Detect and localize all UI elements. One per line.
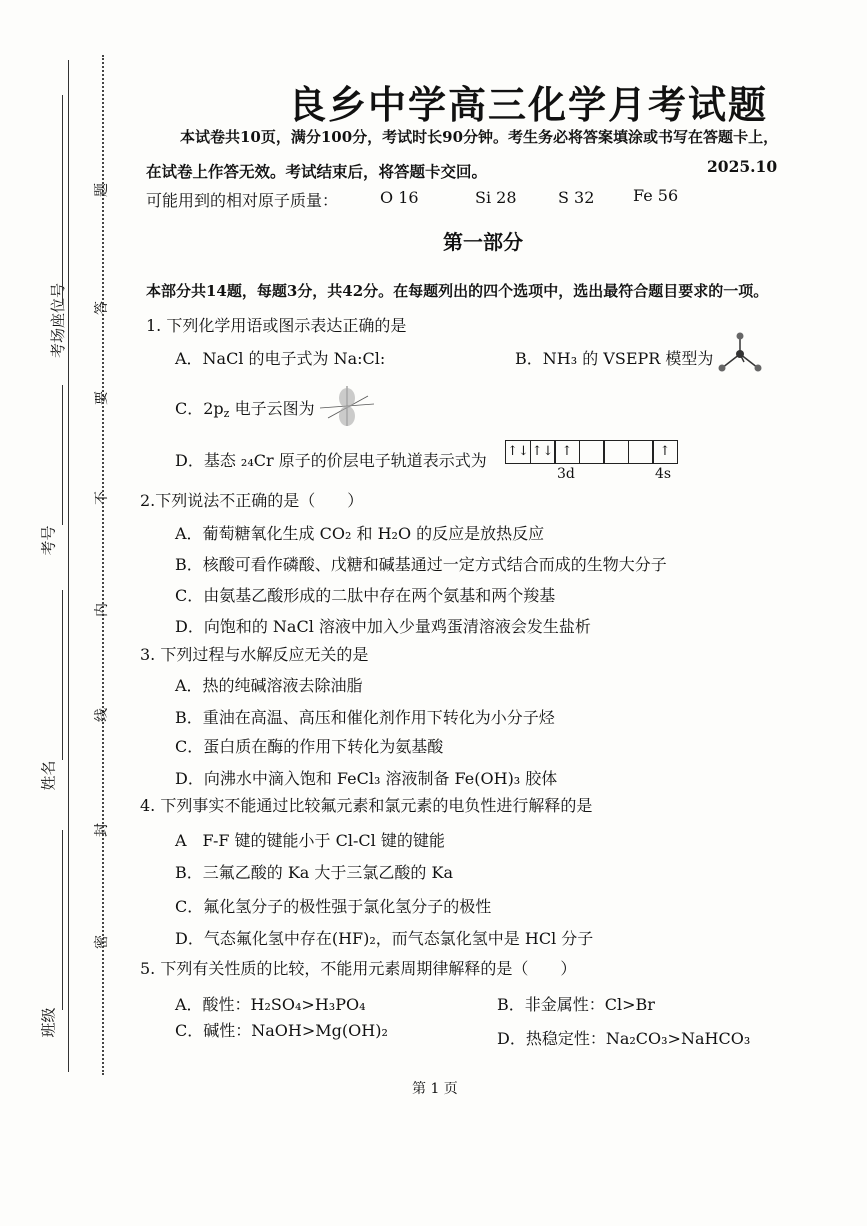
seal-char-feng: 封 (94, 823, 110, 837)
q2-stem: 2.下列说法不正确的是（ ） (140, 491, 364, 510)
orbital-box: ↑↓ (530, 440, 556, 464)
q3-stem: 3. 下列过程与水解反应无关的是 (140, 645, 369, 664)
name-underline (62, 590, 63, 760)
q2-option-d: D．向饱和的 NaCl 溶液中加入少量鸡蛋清溶液会发生盐析 (175, 617, 591, 636)
q1-option-c (175, 396, 315, 420)
section-instructions: 本部分共14题，每题3分，共42分。在每题列出的四个选项中，选出最符合题目要求的一项。 (146, 282, 769, 300)
side-label-name: 姓名 (39, 760, 58, 791)
exam-no-underline (62, 385, 63, 525)
electron-cloud-image (318, 384, 376, 428)
q5-option-a: A．酸性：H₂SO₄>H₃PO₄ (175, 995, 366, 1014)
q4-option-d: D．气态氟化氢中存在(HF)₂，而气态氯化氢中是 HCl 分子 (175, 929, 594, 948)
side-label-exam-no: 考号 (39, 525, 58, 556)
label-4s: 4s (655, 466, 672, 482)
side-label-exam-seat: 考场座位号 (49, 282, 68, 359)
orbital-box: ↑ (554, 440, 580, 464)
exam-date: 2025.10 (707, 157, 778, 176)
atomic-mass-fe: Fe 56 (633, 186, 679, 205)
q1-option-b: B．NH₃ 的 VSEPR 模型为 (515, 349, 714, 368)
orbital-box: ↑↓ (505, 440, 531, 464)
vsepr-model-image (712, 330, 768, 380)
atomic-mass-label: 可能用到的相对原子质量： (146, 191, 339, 210)
side-label-class: 班级 (39, 1007, 58, 1038)
q4-option-a: A F-F 键的键能小于 Cl-Cl 键的键能 (175, 831, 445, 850)
atomic-mass-si: Si 28 (475, 188, 517, 207)
orbital-box-4s: ↑ (652, 440, 678, 464)
q2-option-c: C．由氨基乙酸形成的二肽中存在两个氨基和两个羧基 (175, 586, 556, 605)
q1-option-c-label: C．2p (175, 399, 224, 418)
q4-stem: 4. 下列事实不能通过比较氟元素和氯元素的电负性进行解释的是 (140, 796, 593, 815)
q5-option-d: D．热稳定性：Na₂CO₃>NaHCO₃ (497, 1029, 751, 1048)
seal-char-bu: 不 (94, 491, 110, 505)
q2-option-b: B．核酸可看作磷酸、戊糖和碱基通过一定方式结合而成的生物大分子 (175, 555, 667, 574)
atomic-mass-o: O 16 (380, 188, 419, 207)
q4-option-c: C．氟化氢分子的极性强于氯化氢分子的极性 (175, 897, 492, 916)
q1-option-d: D．基态 ₂₄Cr 原子的价层电子轨道表示式为 (175, 451, 487, 470)
intro-line-1: 本试卷共10页，满分100分，考试时长90分钟。考生务必将答案填涂或书写在答题卡上， (180, 128, 779, 146)
q5-option-c: C．碱性：NaOH>Mg(OH)₂ (175, 1021, 388, 1040)
q4-option-b: B．三氟乙酸的 Ka 大于三氯乙酸的 Ka (175, 863, 454, 882)
q5-option-b: B．非金属性：Cl>Br (497, 995, 655, 1014)
page-title: 良乡中学高三化学月考试题 (288, 82, 769, 127)
binding-solid-line (68, 60, 69, 1072)
q3-option-d: D．向沸水中滴入饱和 FeCl₃ 溶液制备 Fe(OH)₃ 胶体 (175, 769, 558, 788)
q2-option-a: A．葡萄糖氧化生成 CO₂ 和 H₂O 的反应是放热反应 (175, 524, 545, 543)
seal-char-yao: 要 (94, 391, 110, 405)
seal-char-da: 答 (94, 301, 110, 315)
seal-char-xian: 线 (94, 708, 110, 722)
orbital-box (603, 440, 629, 464)
orbital-box (628, 440, 654, 464)
q3-option-c: C．蛋白质在酶的作用下转化为氨基酸 (175, 737, 444, 756)
q1-option-c-suffix: 电子云图为 (234, 399, 315, 418)
q5-stem: 5. 下列有关性质的比较，不能用元素周期律解释的是（ ） (140, 959, 577, 978)
seat-underline (62, 95, 63, 305)
class-underline (62, 830, 63, 1010)
q1-option-c-subscript: z (223, 407, 230, 420)
orbital-box (579, 440, 605, 464)
q3-option-b: B．重油在高温、高压和催化剂作用下转化为小分子烃 (175, 708, 555, 727)
q3-option-a: A．热的纯碱溶液去除油脂 (175, 676, 363, 695)
orbital-diagram-3d (505, 440, 652, 464)
atomic-mass-s: S 32 (558, 188, 595, 207)
binding-dotted-line (102, 55, 104, 1075)
section-title: 第一部分 (443, 230, 523, 254)
seal-char-nei: 内 (94, 603, 110, 617)
seal-char-ti: 题 (94, 183, 110, 197)
seal-char-mi: 密 (94, 935, 110, 949)
q1-option-a: A．NaCl 的电子式为 Na:Cl: (175, 349, 386, 368)
intro-line-2: 在试卷上作答无效。考试结束后，将答题卡交回。 (146, 162, 488, 181)
label-3d: 3d (557, 466, 575, 482)
page-number: 第 1 页 (412, 1081, 458, 1097)
q1-stem: 1. 下列化学用语或图示表达正确的是 (146, 316, 407, 335)
orbital-diagram-4s (652, 440, 677, 464)
